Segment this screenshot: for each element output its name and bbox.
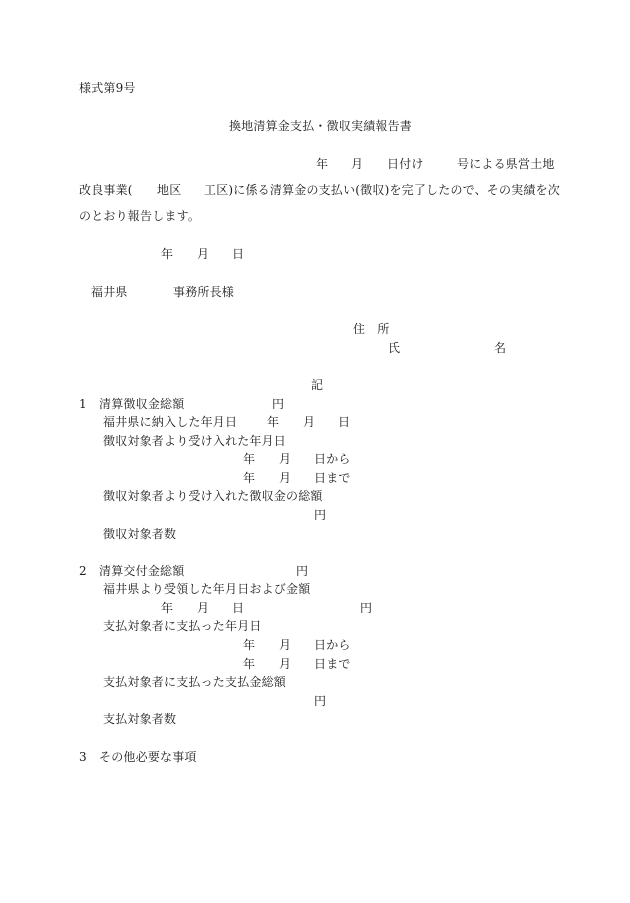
date-year: 年 <box>161 247 174 261</box>
section1-to-year: 年 <box>243 471 256 485</box>
intro-month: 月 <box>351 157 364 171</box>
section2-from-year: 年 <box>243 638 256 652</box>
addressee-office: 事務所長様 <box>173 285 235 299</box>
section1-to-month: 月 <box>279 471 292 485</box>
section1-total-label: 徴収対象者より受け入れた徴収金の総額 <box>103 489 323 503</box>
section2-total-yen: 円 <box>314 694 327 708</box>
addressee-pref: 福井県 <box>91 285 128 299</box>
section2-to-year: 年 <box>243 657 256 671</box>
intro-line2-b: 地区 <box>157 183 182 197</box>
intro-line3: のとおり報告します。 <box>79 209 201 223</box>
section1-received-date-label: 徴収対象者より受け入れた年月日 <box>103 434 287 448</box>
section2-count-label: 支払対象者数 <box>103 712 177 726</box>
form-number: 様式第9号 <box>79 81 136 95</box>
section1-total-yen: 円 <box>314 508 327 522</box>
section1-yen: 円 <box>272 397 285 411</box>
section2-from-day: 日から <box>314 638 351 652</box>
intro-line2-c: 工区)に係る清算金の支払い(徴収)を完了したので、その実績を次 <box>204 183 561 197</box>
section2-yen: 円 <box>296 564 309 578</box>
section2-to-day: 日まで <box>314 657 351 671</box>
section1-from-month: 月 <box>279 452 292 466</box>
section2-received-year: 年 <box>161 601 174 615</box>
intro-dated: 日付け <box>387 157 424 171</box>
section3-heading: 3 その他必要な事項 <box>79 750 197 764</box>
section2-to-month: 月 <box>279 657 292 671</box>
date-day: 日 <box>232 247 245 261</box>
section2-received-yen: 円 <box>360 601 373 615</box>
section2-heading: 2 清算交付金総額 <box>79 564 185 578</box>
section2-from-month: 月 <box>279 638 292 652</box>
intro-line2-a: 改良事業( <box>79 183 133 197</box>
document-title: 換地清算金支払・徴収実績報告書 <box>229 119 413 133</box>
section1-paid-day: 日 <box>338 415 351 429</box>
date-month: 月 <box>197 247 210 261</box>
section2-paid-date-label: 支払対象者に支払った年月日 <box>103 619 262 633</box>
section2-received-day: 日 <box>232 601 245 615</box>
section1-paid-year: 年 <box>267 415 280 429</box>
intro-year: 年 <box>316 157 329 171</box>
section1-from-day: 日から <box>314 452 351 466</box>
section1-heading: 1 清算徴収金総額 <box>79 397 185 411</box>
section1-paid-label: 福井県に納入した年月日 <box>103 415 238 429</box>
section2-total-label: 支払対象者に支払った支払金総額 <box>103 675 287 689</box>
sender-name-end: 名 <box>494 341 507 355</box>
intro-ref: 号による県営土地 <box>457 157 555 171</box>
section1-paid-month: 月 <box>303 415 316 429</box>
section2-received-month: 月 <box>197 601 210 615</box>
ki-heading: 記 <box>311 378 324 392</box>
sender-address: 住 所 <box>353 322 390 336</box>
sender-name-label: 氏 <box>388 341 401 355</box>
section1-count-label: 徴収対象者数 <box>103 527 177 541</box>
section1-from-year: 年 <box>243 452 256 466</box>
section1-to-day: 日まで <box>314 471 351 485</box>
section2-received-label: 福井県より受領した年月日および金額 <box>103 582 311 596</box>
